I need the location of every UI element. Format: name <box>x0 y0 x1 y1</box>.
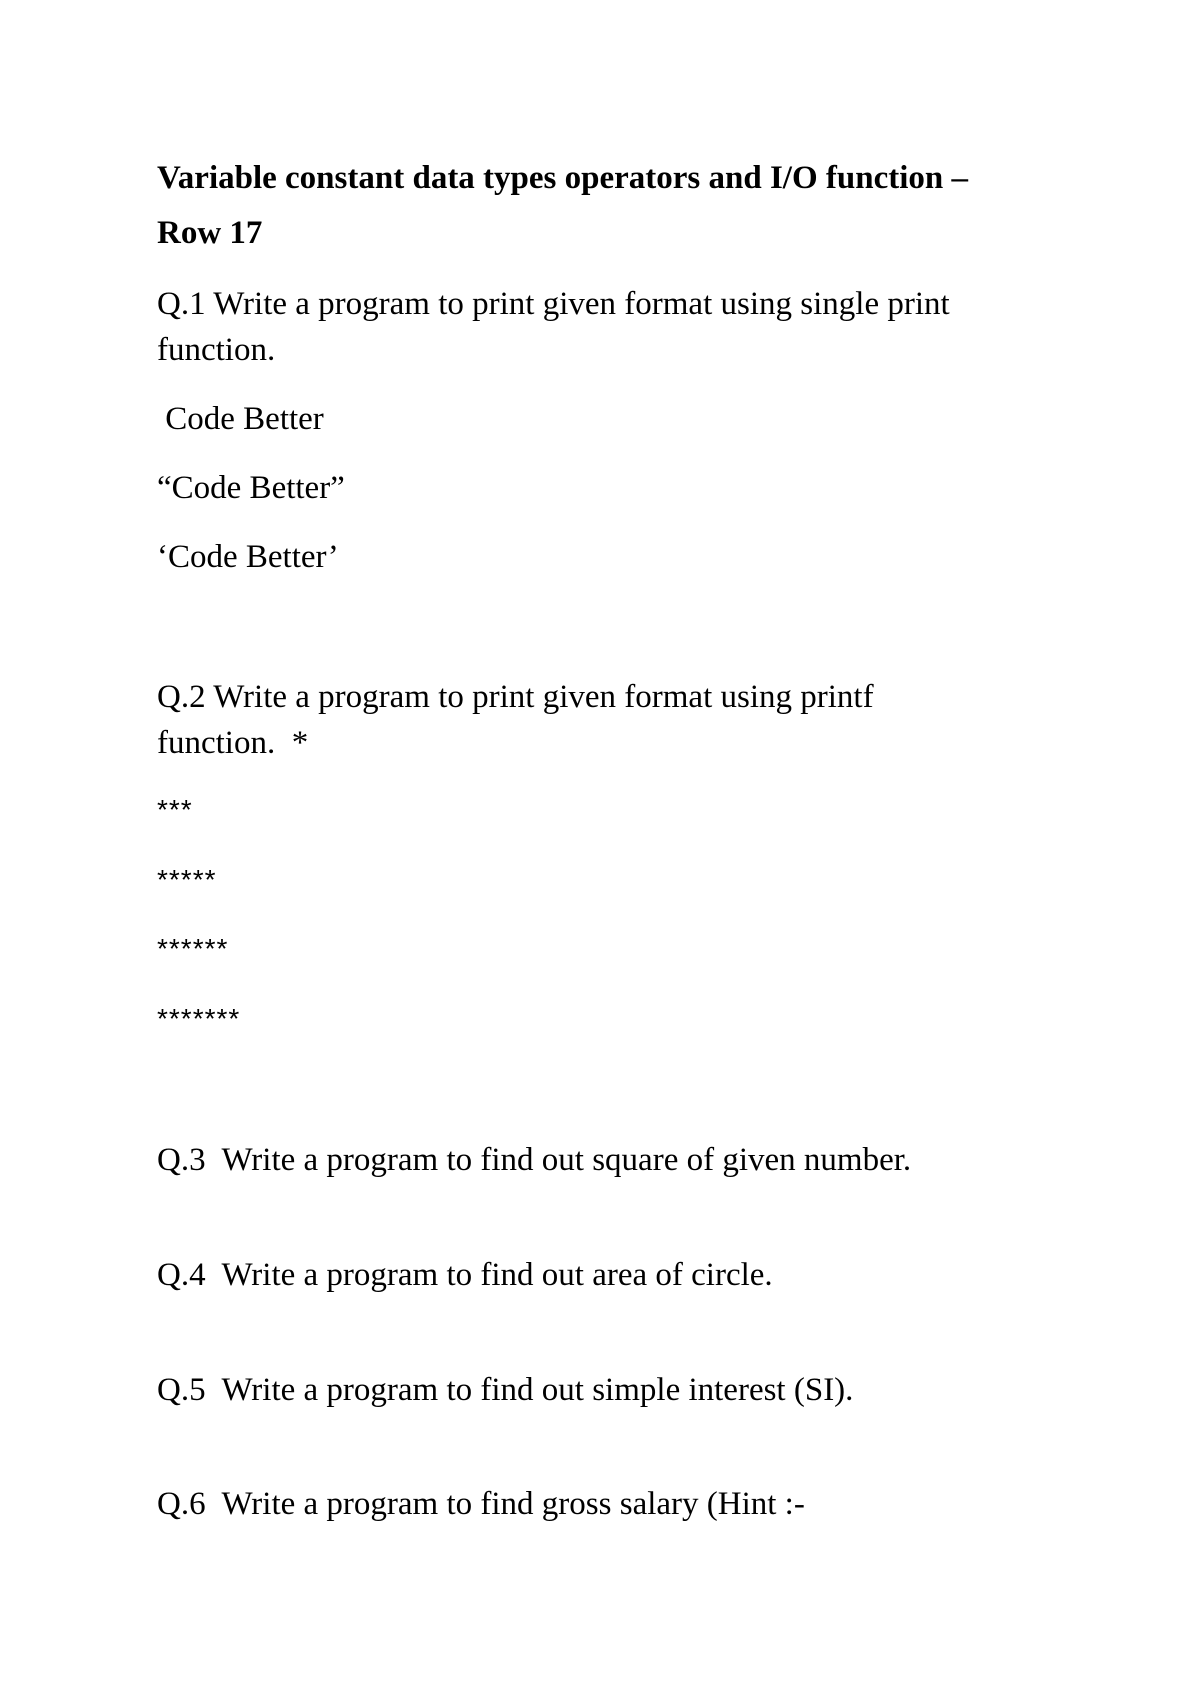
question-6: Q.6 Write a program to find gross salary (Hint :- <box>157 1486 805 1522</box>
question-2-line-2: function. * <box>157 725 309 761</box>
question-1-output-line-2: “Code Better” <box>157 470 345 506</box>
question-1-line-1: Q.1 Write a program to print given format using single print <box>157 286 950 322</box>
question-2-output-line-3: ****** <box>157 933 229 964</box>
question-1-output-line-1: Code Better <box>157 401 324 437</box>
question-2-output-line-4: ******* <box>157 1003 241 1034</box>
question-2-output-line-1: *** <box>157 794 193 825</box>
question-3: Q.3 Write a program to find out square of given number. <box>157 1142 912 1178</box>
question-1-line-2: function. <box>157 332 276 368</box>
question-2-line-1: Q.2 Write a program to print given format using printf <box>157 679 874 715</box>
document-title-line-2: Row 17 <box>157 215 263 251</box>
question-2-output-line-2: ***** <box>157 864 217 895</box>
question-5: Q.5 Write a program to find out simple interest (SI). <box>157 1372 854 1408</box>
question-1-output-line-3: ‘Code Better’ <box>157 539 339 575</box>
document-title-line-1: Variable constant data types operators and I/O function – <box>157 160 968 196</box>
question-4: Q.4 Write a program to find out area of circle. <box>157 1257 773 1293</box>
